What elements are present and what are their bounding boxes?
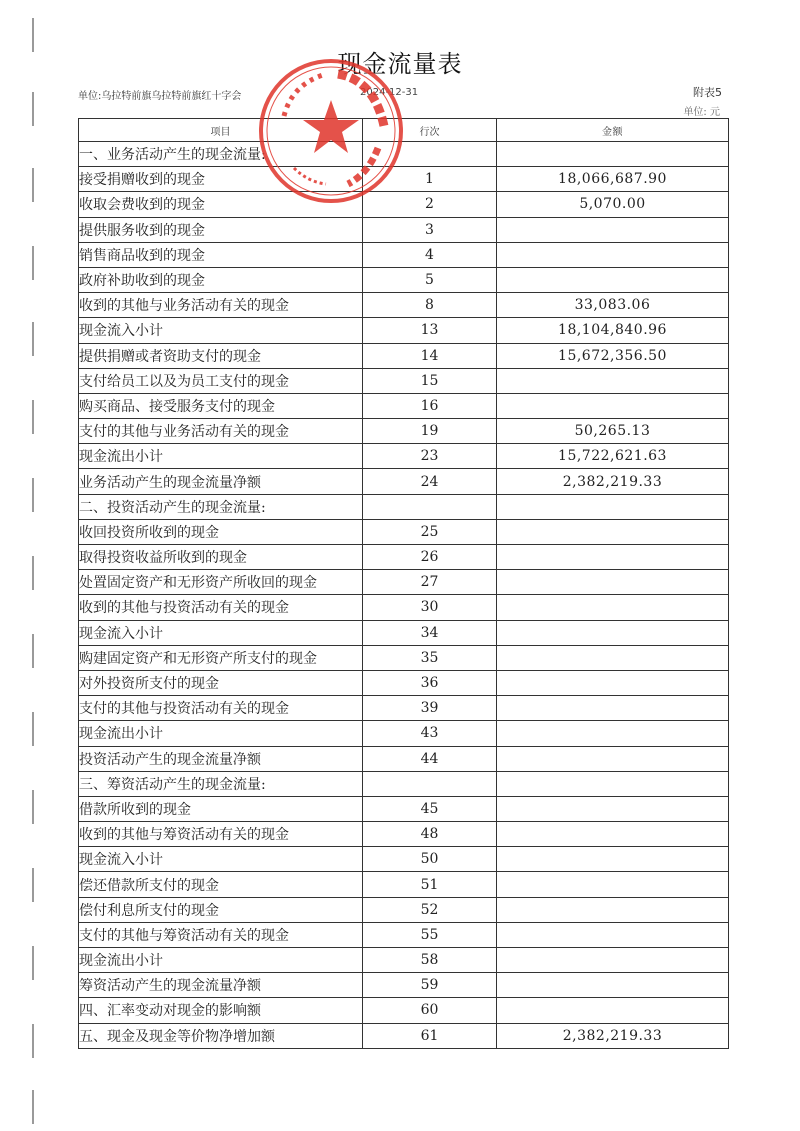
- row-amount: [497, 822, 729, 847]
- row-item-label: 对外投资所支付的现金: [79, 670, 363, 695]
- table-row: [79, 696, 729, 721]
- table-row: [79, 217, 729, 242]
- row-amount: [497, 142, 729, 167]
- row-amount: 15,672,356.50: [497, 343, 729, 368]
- table-row: [79, 771, 729, 796]
- row-amount: [497, 595, 729, 620]
- binding-margin-marks: [28, 0, 42, 1131]
- reporting-unit: 单位:乌拉特前旗乌拉特前旗红十字会: [78, 91, 242, 102]
- row-amount: [497, 670, 729, 695]
- row-line-number: 16: [363, 393, 497, 418]
- row-item-label: 收取会费收到的现金: [79, 192, 363, 217]
- column-header-item: 项目: [79, 119, 363, 142]
- row-item-label: 三、筹资活动产生的现金流量:: [79, 771, 363, 796]
- table-row: [79, 242, 729, 267]
- table-row: [79, 368, 729, 393]
- row-item-label: 筹资活动产生的现金流量净额: [79, 973, 363, 998]
- table-row: [79, 570, 729, 595]
- row-amount: [497, 393, 729, 418]
- row-item-label: 五、现金及现金等价物净增加额: [79, 1023, 363, 1048]
- row-line-number: 36: [363, 670, 497, 695]
- row-line-number: 13: [363, 318, 497, 343]
- row-item-label: 购建固定资产和无形资产所支付的现金: [79, 645, 363, 670]
- table-row: [79, 595, 729, 620]
- table-row: [79, 343, 729, 368]
- row-item-label: 现金流出小计: [79, 721, 363, 746]
- row-amount: [497, 242, 729, 267]
- table-row: [79, 922, 729, 947]
- table-row: [79, 872, 729, 897]
- row-line-number: 59: [363, 973, 497, 998]
- row-line-number: 14: [363, 343, 497, 368]
- row-item-label: 现金流入小计: [79, 318, 363, 343]
- row-amount: [497, 973, 729, 998]
- row-amount: [497, 998, 729, 1023]
- row-line-number: 24: [363, 469, 497, 494]
- currency-unit: 单位: 元: [683, 107, 720, 118]
- table-row: [79, 973, 729, 998]
- row-line-number: 43: [363, 721, 497, 746]
- table-row: [79, 670, 729, 695]
- table-row: [79, 645, 729, 670]
- row-item-label: 收到的其他与业务活动有关的现金: [79, 293, 363, 318]
- row-amount: [497, 897, 729, 922]
- row-amount: [497, 570, 729, 595]
- table-row: [79, 796, 729, 821]
- row-item-label: 提供捐赠或者资助支付的现金: [79, 343, 363, 368]
- row-item-label: 接受捐赠收到的现金: [79, 167, 363, 192]
- row-item-label: 现金流入小计: [79, 847, 363, 872]
- row-amount: 15,722,621.63: [497, 444, 729, 469]
- row-item-label: 处置固定资产和无形资产所收回的现金: [79, 570, 363, 595]
- row-line-number: 30: [363, 595, 497, 620]
- row-item-label: 销售商品收到的现金: [79, 242, 363, 267]
- row-amount: 2,382,219.33: [497, 1023, 729, 1048]
- row-line-number: 27: [363, 570, 497, 595]
- row-amount: 50,265.13: [497, 419, 729, 444]
- table-row: [79, 393, 729, 418]
- row-item-label: 提供服务收到的现金: [79, 217, 363, 242]
- row-amount: [497, 696, 729, 721]
- row-item-label: 取得投资收益所收到的现金: [79, 545, 363, 570]
- row-line-number: 1: [363, 167, 497, 192]
- row-line-number: 55: [363, 922, 497, 947]
- row-item-label: 支付的其他与业务活动有关的现金: [79, 419, 363, 444]
- table-row: [79, 822, 729, 847]
- row-amount: [497, 368, 729, 393]
- table-row: [79, 948, 729, 973]
- column-header-line: 行次: [363, 119, 497, 142]
- row-amount: [497, 771, 729, 796]
- table-row: [79, 519, 729, 544]
- row-line-number: 5: [363, 267, 497, 292]
- row-item-label: 一、业务活动产生的现金流量:: [79, 142, 363, 167]
- row-amount: [497, 494, 729, 519]
- table-row: [79, 897, 729, 922]
- row-line-number: 34: [363, 620, 497, 645]
- row-line-number: 45: [363, 796, 497, 821]
- row-item-label: 收回投资所收到的现金: [79, 519, 363, 544]
- row-line-number: 61: [363, 1023, 497, 1048]
- row-amount: 18,066,687.90: [497, 167, 729, 192]
- row-item-label: 业务活动产生的现金流量净额: [79, 469, 363, 494]
- row-line-number: 15: [363, 368, 497, 393]
- report-date: 2024-12-31: [360, 87, 419, 98]
- row-item-label: 收到的其他与筹资活动有关的现金: [79, 822, 363, 847]
- row-item-label: 支付给员工以及为员工支付的现金: [79, 368, 363, 393]
- table-row: [79, 998, 729, 1023]
- table-row: [79, 419, 729, 444]
- row-item-label: 投资活动产生的现金流量净额: [79, 746, 363, 771]
- table-row: [79, 620, 729, 645]
- row-line-number: 2: [363, 192, 497, 217]
- row-line-number: 25: [363, 519, 497, 544]
- row-amount: [497, 847, 729, 872]
- row-line-number: [363, 771, 497, 796]
- row-amount: [497, 948, 729, 973]
- row-amount: [497, 796, 729, 821]
- row-amount: [497, 267, 729, 292]
- row-item-label: 支付的其他与筹资活动有关的现金: [79, 922, 363, 947]
- row-line-number: 8: [363, 293, 497, 318]
- row-amount: [497, 872, 729, 897]
- row-amount: 2,382,219.33: [497, 469, 729, 494]
- table-row: [79, 444, 729, 469]
- row-item-label: 政府补助收到的现金: [79, 267, 363, 292]
- row-line-number: 35: [363, 645, 497, 670]
- row-item-label: 现金流出小计: [79, 444, 363, 469]
- row-item-label: 四、汇率变动对现金的影响额: [79, 998, 363, 1023]
- row-line-number: 4: [363, 242, 497, 267]
- row-item-label: 偿付利息所支付的现金: [79, 897, 363, 922]
- table-row: [79, 746, 729, 771]
- row-item-label: 偿还借款所支付的现金: [79, 872, 363, 897]
- table-row: [79, 318, 729, 343]
- row-line-number: 3: [363, 217, 497, 242]
- row-line-number: 58: [363, 948, 497, 973]
- table-row: [79, 847, 729, 872]
- row-line-number: 44: [363, 746, 497, 771]
- row-amount: [497, 922, 729, 947]
- table-row: [79, 721, 729, 746]
- row-line-number: 39: [363, 696, 497, 721]
- row-item-label: 现金流出小计: [79, 948, 363, 973]
- row-line-number: 50: [363, 847, 497, 872]
- row-amount: [497, 519, 729, 544]
- row-amount: [497, 545, 729, 570]
- row-line-number: 51: [363, 872, 497, 897]
- row-item-label: 二、投资活动产生的现金流量:: [79, 494, 363, 519]
- table-row: [79, 293, 729, 318]
- row-line-number: 19: [363, 419, 497, 444]
- row-item-label: 收到的其他与投资活动有关的现金: [79, 595, 363, 620]
- cash-flow-table: [78, 118, 729, 1049]
- table-row: [79, 267, 729, 292]
- row-item-label: 借款所收到的现金: [79, 796, 363, 821]
- table-row: [79, 545, 729, 570]
- page-title: 现金流量表: [337, 50, 463, 78]
- row-line-number: [363, 494, 497, 519]
- row-line-number: 60: [363, 998, 497, 1023]
- row-item-label: 购买商品、接受服务支付的现金: [79, 393, 363, 418]
- row-line-number: 23: [363, 444, 497, 469]
- row-amount: [497, 746, 729, 771]
- official-seal: [256, 56, 406, 206]
- row-amount: 5,070.00: [497, 192, 729, 217]
- row-amount: [497, 721, 729, 746]
- table-row: [79, 1023, 729, 1048]
- row-item-label: 支付的其他与投资活动有关的现金: [79, 696, 363, 721]
- table-row: [79, 469, 729, 494]
- row-amount: 33,083.06: [497, 293, 729, 318]
- row-amount: [497, 217, 729, 242]
- table-row: [79, 494, 729, 519]
- schedule-label: 附表5: [693, 86, 722, 99]
- column-header-amount: 金额: [497, 119, 729, 142]
- row-item-label: 现金流入小计: [79, 620, 363, 645]
- row-line-number: 26: [363, 545, 497, 570]
- row-amount: [497, 645, 729, 670]
- row-amount: [497, 620, 729, 645]
- row-line-number: 48: [363, 822, 497, 847]
- row-line-number: 52: [363, 897, 497, 922]
- row-amount: 18,104,840.96: [497, 318, 729, 343]
